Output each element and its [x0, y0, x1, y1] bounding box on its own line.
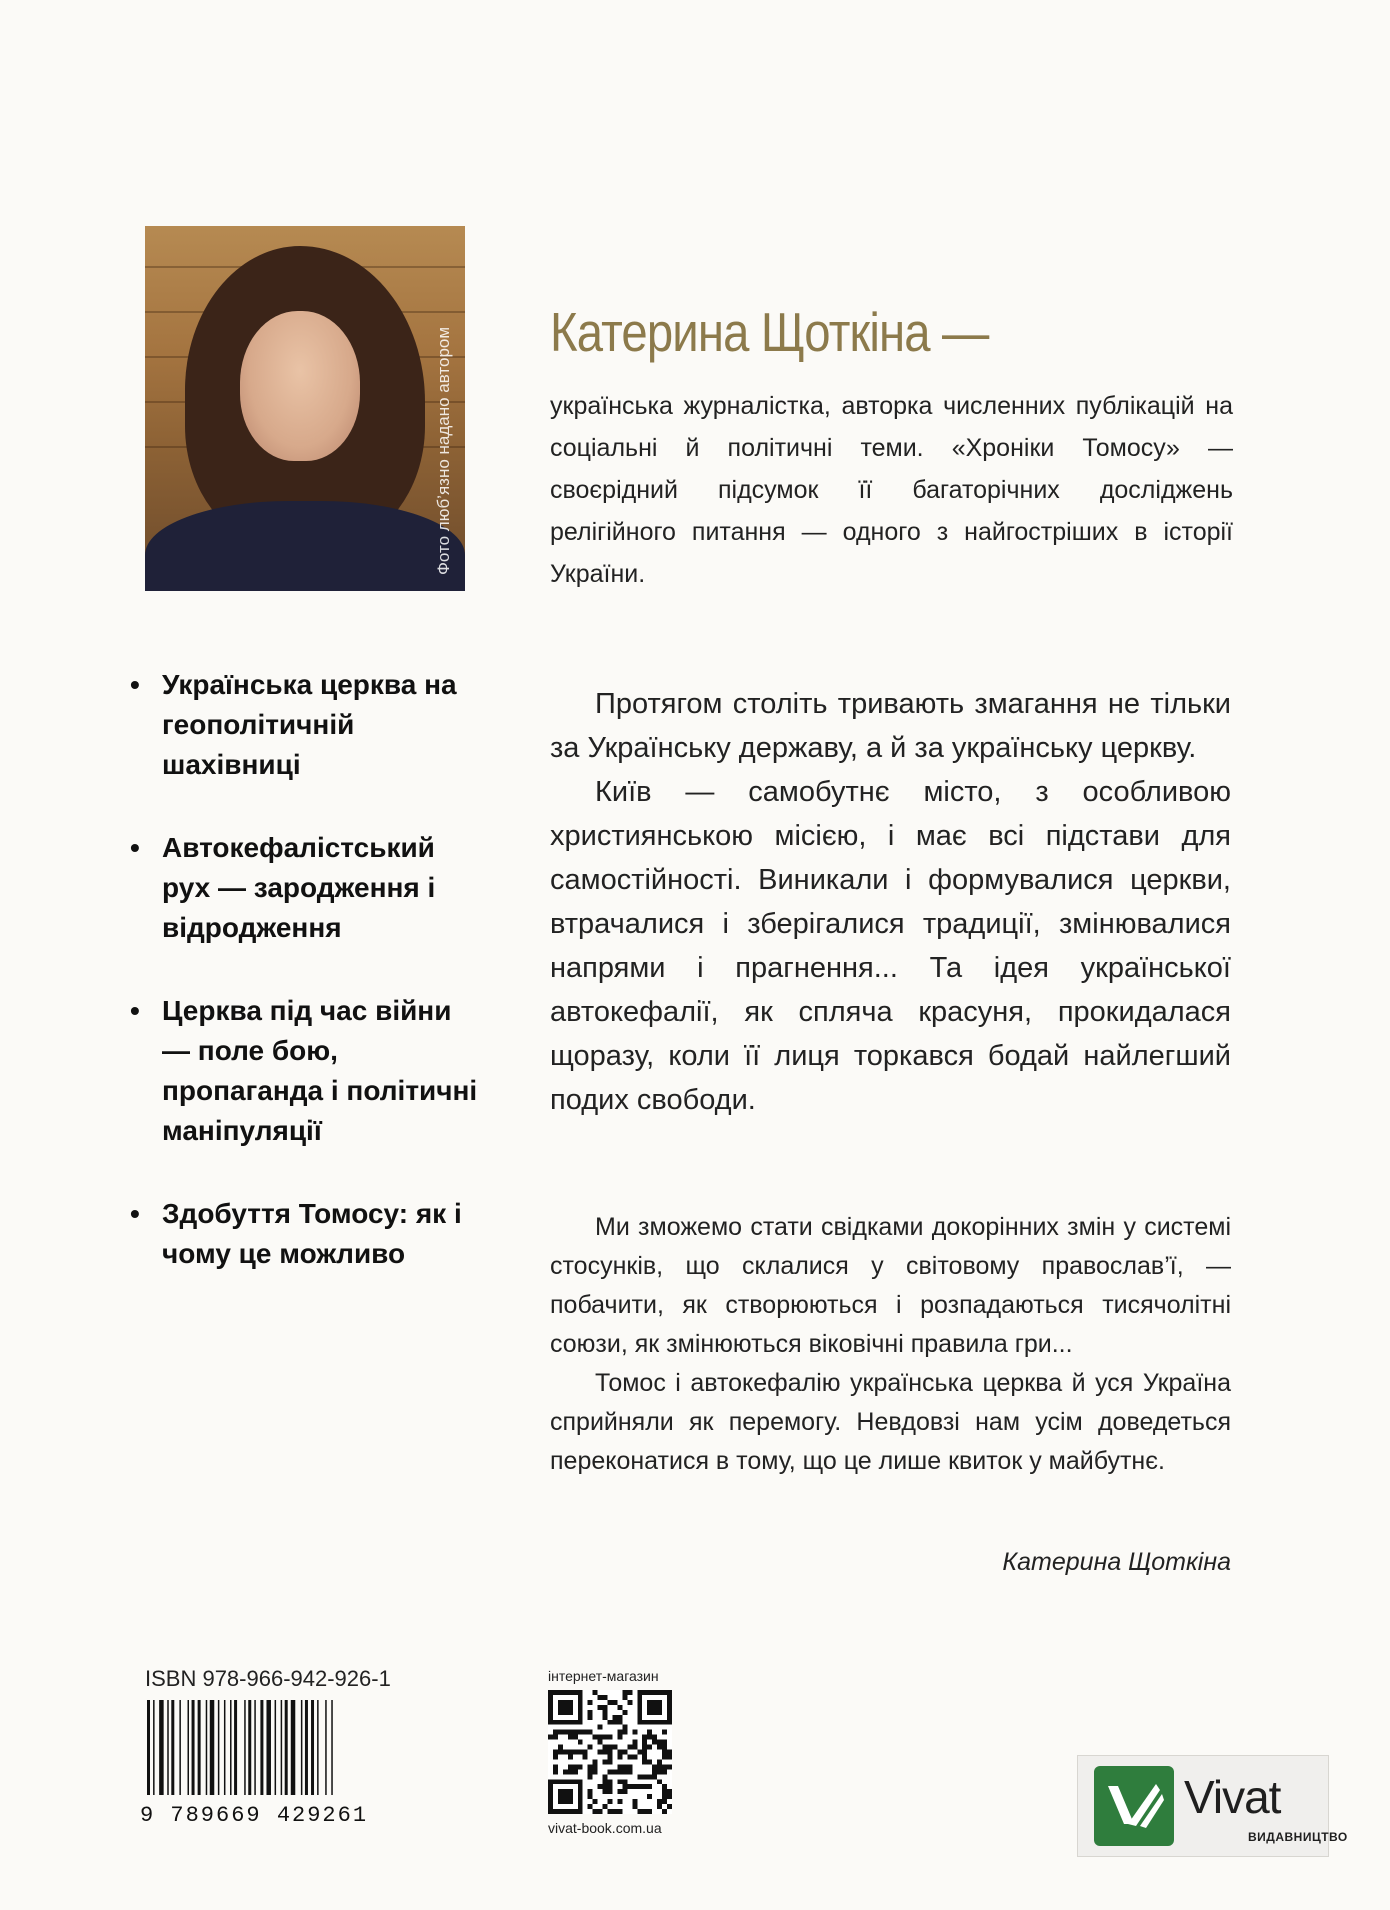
qr-module: [647, 1700, 662, 1715]
qr-module: [603, 1784, 608, 1789]
main-text: [550, 682, 1231, 1122]
qr-module: [662, 1764, 667, 1769]
qr-module: [667, 1804, 672, 1809]
barcode-bar: [234, 1700, 237, 1795]
qr-module: [622, 1690, 627, 1695]
qr-module: [598, 1809, 603, 1814]
qr-module: [642, 1740, 647, 1745]
barcode: [145, 1700, 385, 1795]
barcode-bar: [266, 1700, 271, 1795]
shop-site: vivat-book.com.ua: [548, 1820, 662, 1836]
qr-module: [568, 1750, 573, 1755]
qr-module: [652, 1735, 657, 1740]
qr-module: [593, 1735, 598, 1740]
qr-module: [593, 1799, 598, 1804]
barcode-bar: [325, 1700, 327, 1795]
qr-module: [593, 1690, 598, 1695]
qr-module: [647, 1730, 652, 1735]
qr-module: [568, 1754, 573, 1759]
qr-module: [588, 1710, 593, 1715]
qr-module: [622, 1779, 627, 1784]
qr-module: [608, 1745, 613, 1750]
qr-module: [647, 1745, 652, 1750]
qr-module: [617, 1779, 622, 1784]
barcode-bar: [305, 1700, 308, 1795]
qr-module: [657, 1759, 662, 1764]
barcode-bar: [311, 1700, 314, 1795]
qr-module: [598, 1784, 603, 1789]
qr-module: [662, 1730, 667, 1735]
qr-module: [598, 1750, 603, 1755]
qr-module: [612, 1720, 617, 1725]
qr-module: [578, 1730, 583, 1735]
bullet-text: Автокефалістський рух — зародження і відродження: [162, 832, 436, 943]
qr-module: [563, 1730, 568, 1735]
qr-module: [667, 1789, 672, 1794]
author-bio: українська журналістка, авторка численних публікацій на соціальні й політичні теми. «Хроніки Томосу» — своєрідний підсумок її багаторічних досліджень релігійного питання — одного з найгостріших в історії України.: [550, 392, 1233, 588]
barcode-bar: [159, 1700, 164, 1795]
barcode-bar: [179, 1700, 181, 1795]
barcode-bar: [244, 1700, 246, 1795]
bullet-text: Здобуття Томосу: як і чому це можливо: [162, 1198, 462, 1269]
qr-module: [662, 1809, 667, 1814]
vivat-logo-icon: [1094, 1766, 1174, 1846]
qr-module: [612, 1700, 617, 1705]
qr-module: [598, 1740, 603, 1745]
qr-module: [617, 1789, 622, 1794]
qr-module: [667, 1794, 672, 1799]
bullet-item: [130, 1194, 480, 1274]
qr-module: [662, 1794, 667, 1799]
qr-module: [558, 1789, 573, 1804]
qr-module: [617, 1720, 622, 1725]
qr-module: [573, 1769, 578, 1774]
clothing-shape: [145, 501, 465, 591]
qr-module: [568, 1764, 573, 1769]
publisher-logo: [1077, 1755, 1348, 1857]
qr-module: [657, 1764, 662, 1769]
qr-module: [627, 1769, 632, 1774]
bullet-item: [130, 828, 480, 948]
bullet-item: [130, 665, 480, 785]
qr-module: [573, 1764, 578, 1769]
qr-module: [603, 1779, 608, 1784]
qr-module: [568, 1730, 573, 1735]
qr-module: [622, 1750, 627, 1755]
bullet-text: Українська церква на геополітичній шахівниці: [162, 669, 457, 780]
qr-module: [662, 1750, 667, 1755]
qr-module: [647, 1759, 652, 1764]
qr-module: [642, 1809, 647, 1814]
qr-module: [553, 1769, 558, 1774]
barcode-bar: [198, 1700, 201, 1795]
qr-module: [603, 1774, 608, 1779]
qr-module: [608, 1809, 613, 1814]
qr-module: [593, 1764, 598, 1769]
qr-module: [563, 1769, 568, 1774]
qr-module: [617, 1735, 622, 1740]
qr-module: [647, 1794, 652, 1799]
qr-module: [608, 1789, 613, 1794]
qr-module: [603, 1695, 608, 1700]
qr-module: [608, 1700, 613, 1705]
qr-module: [652, 1769, 657, 1774]
qr-module: [608, 1784, 613, 1789]
qr-code: [548, 1690, 672, 1814]
shop-label: інтернет-магазин: [548, 1668, 659, 1684]
qr-module: [573, 1730, 578, 1735]
ean-digits: 9 789669 429261: [140, 1803, 369, 1828]
qr-module: [548, 1735, 553, 1740]
qr-module: [612, 1809, 617, 1814]
qr-module: [608, 1759, 613, 1764]
qr-module: [627, 1690, 632, 1695]
qr-module: [603, 1804, 608, 1809]
qr-module: [637, 1750, 642, 1755]
qr-module: [617, 1705, 622, 1710]
qr-module: [593, 1759, 598, 1764]
qr-module: [598, 1725, 603, 1730]
author-heading: Катерина Щоткіна —: [550, 301, 989, 363]
qr-module: [588, 1730, 593, 1735]
barcode-bar: [224, 1700, 226, 1795]
bullet-text: Церква під час війни — поле бою, пропаганда і політичні маніпуляції: [162, 995, 478, 1146]
qr-module: [642, 1759, 647, 1764]
barcode-bar: [188, 1700, 190, 1795]
qr-module: [588, 1769, 593, 1774]
barcode-bar: [275, 1700, 277, 1795]
barcode-bar: [218, 1700, 220, 1795]
qr-module: [612, 1769, 617, 1774]
qr-module: [652, 1740, 657, 1745]
qr-module: [603, 1735, 608, 1740]
qr-module: [667, 1764, 672, 1769]
qr-module: [642, 1754, 647, 1759]
bullet-list: [130, 665, 480, 1317]
qr-module: [553, 1735, 558, 1740]
qr-module: [553, 1750, 558, 1755]
qr-module: [637, 1774, 642, 1779]
qr-module: [632, 1754, 637, 1759]
qr-module: [563, 1750, 568, 1755]
qr-module: [642, 1774, 647, 1779]
qr-module: [642, 1750, 647, 1755]
author-photo: [145, 226, 465, 591]
barcode-bar: [147, 1700, 150, 1795]
qr-module: [647, 1774, 652, 1779]
qr-module: [627, 1784, 632, 1789]
qr-module: [662, 1740, 667, 1745]
qr-module: [608, 1750, 613, 1755]
bullet-marker: •: [130, 1198, 140, 1229]
qr-module: [573, 1750, 578, 1755]
qr-module: [583, 1750, 588, 1755]
qr-module: [617, 1769, 622, 1774]
qr-module: [647, 1735, 652, 1740]
qr-module: [588, 1745, 593, 1750]
qr-module: [588, 1774, 593, 1779]
barcode-bar: [285, 1700, 288, 1795]
qr-module: [627, 1754, 632, 1759]
qr-module: [632, 1799, 637, 1804]
quote-text: [550, 1208, 1231, 1481]
qr-module: [662, 1784, 667, 1789]
qr-module: [657, 1799, 662, 1804]
qr-module: [617, 1750, 622, 1755]
qr-module: [617, 1764, 622, 1769]
barcode-bar: [192, 1700, 195, 1795]
barcode-bar: [317, 1700, 319, 1795]
barcode-bar: [254, 1700, 256, 1795]
qr-module: [617, 1754, 622, 1759]
bullet-marker: •: [130, 669, 140, 700]
qr-module: [608, 1754, 613, 1759]
qr-module: [573, 1735, 578, 1740]
qr-module: [622, 1769, 627, 1774]
qr-module: [598, 1705, 603, 1710]
qr-module: [608, 1769, 613, 1774]
qr-module: [553, 1764, 558, 1769]
qr-module: [608, 1799, 613, 1804]
qr-module: [593, 1769, 598, 1774]
qr-module: [632, 1740, 637, 1745]
bullet-marker: •: [130, 995, 140, 1026]
qr-module: [603, 1705, 608, 1710]
qr-module: [553, 1754, 558, 1759]
qr-module: [608, 1735, 613, 1740]
qr-module: [588, 1764, 593, 1769]
qr-module: [608, 1720, 613, 1725]
qr-module: [603, 1710, 608, 1715]
qr-module: [622, 1730, 627, 1735]
qr-module: [553, 1730, 558, 1735]
qr-module: [598, 1695, 603, 1700]
qr-module: [588, 1794, 593, 1799]
barcode-bar: [230, 1700, 232, 1795]
qr-module: [627, 1700, 632, 1705]
qr-module: [558, 1750, 563, 1755]
barcode-bar: [171, 1700, 174, 1795]
qr-module: [657, 1745, 662, 1750]
qr-module: [612, 1745, 617, 1750]
qr-module: [603, 1789, 608, 1794]
photo-credit: Фото люб’язно надано автором: [434, 326, 453, 575]
publisher-name: Vivat: [1184, 1771, 1281, 1823]
qr-module: [617, 1809, 622, 1814]
barcode-bar: [291, 1700, 296, 1795]
qr-module: [657, 1804, 662, 1809]
qr-module: [622, 1764, 627, 1769]
qr-module: [652, 1764, 657, 1769]
qr-module: [622, 1725, 627, 1730]
qr-module: [622, 1695, 627, 1700]
qr-module: [578, 1750, 583, 1755]
qr-module: [662, 1799, 667, 1804]
qr-module: [632, 1745, 637, 1750]
qr-module: [652, 1774, 657, 1779]
qr-module: [667, 1750, 672, 1755]
qr-module: [662, 1769, 667, 1774]
qr-module: [612, 1715, 617, 1720]
barcode-bar: [206, 1700, 208, 1795]
qr-module: [598, 1735, 603, 1740]
qr-module: [583, 1730, 588, 1735]
qr-module: [583, 1754, 588, 1759]
qr-module: [647, 1784, 652, 1789]
barcode-bar: [260, 1700, 263, 1795]
signature: Катерина Щоткіна: [1002, 1548, 1231, 1576]
barcode-bar: [210, 1700, 215, 1795]
qr-module: [588, 1804, 593, 1809]
qr-module: [558, 1745, 563, 1750]
qr-module: [588, 1789, 593, 1794]
qr-module: [627, 1745, 632, 1750]
qr-module: [622, 1710, 627, 1715]
barcode-bar: [301, 1700, 303, 1795]
isbn-label: ISBN 978-966-942-926-1: [145, 1666, 391, 1691]
qr-module: [662, 1754, 667, 1759]
barcode-bar: [331, 1700, 333, 1795]
qr-module: [632, 1784, 637, 1789]
barcode-bar: [248, 1700, 251, 1795]
qr-module: [617, 1799, 622, 1804]
barcode-bar: [281, 1700, 283, 1795]
qr-module: [642, 1745, 647, 1750]
qr-module: [608, 1779, 613, 1784]
qr-module: [588, 1700, 593, 1705]
qr-module: [622, 1784, 627, 1789]
qr-module: [637, 1784, 642, 1789]
main-paragraph-2: Київ — самобутнє місто, з особливою християнською місією, і має всі підстави для самостійності. Виникали і формувалися церкви, втрачалися і зберігалися традиції, змінювалися напрями і прагнення... Та ідея української автокефалії, як спляча красуня, прокидалася щоразу, коли її лиця торкався бодай найлегший подих свободи.: [550, 776, 1231, 1116]
qr-module: [603, 1750, 608, 1755]
qr-module: [603, 1745, 608, 1750]
quote-paragraph-2: Томос і автокефалію українська церква й уся Україна сприйняли як перемогу. Невдовзі нам усім доведеться переконатися в тому, що це лише квиток у майбутнє.: [550, 1369, 1231, 1475]
main-paragraph-1: Протягом століть тривають змагання не тільки за Українську державу, а й за українську церкву.: [550, 688, 1231, 764]
bullet-item: [130, 991, 480, 1151]
qr-module: [593, 1809, 598, 1814]
qr-module: [632, 1804, 637, 1809]
qr-module: [603, 1759, 608, 1764]
publisher-tagline: ВИДАВНИЦТВО: [1248, 1830, 1348, 1844]
qr-module: [632, 1730, 637, 1735]
qr-module: [657, 1740, 662, 1745]
qr-module: [578, 1764, 583, 1769]
face-shape: [240, 311, 360, 461]
qr-module: [662, 1745, 667, 1750]
qr-module: [637, 1809, 642, 1814]
qr-module: [642, 1735, 647, 1740]
barcode-bar: [167, 1700, 169, 1795]
barcode-bar: [153, 1700, 155, 1795]
qr-module: [558, 1700, 573, 1715]
qr-module: [622, 1789, 627, 1794]
qr-module: [642, 1784, 647, 1789]
qr-module: [647, 1809, 652, 1814]
qr-module: [568, 1735, 573, 1740]
qr-module: [558, 1730, 563, 1735]
qr-module: [627, 1764, 632, 1769]
quote-paragraph-1: Ми зможемо стати свідками докорінних змін у системі стосунків, що склалися у світовому православ’ї, — побачити, як створюються і розпадаються тисячолітні союзи, як змінюються віковічні правила гри...: [550, 1213, 1231, 1358]
qr-module: [588, 1715, 593, 1720]
qr-module: [568, 1769, 573, 1774]
bullet-marker: •: [130, 832, 140, 863]
qr-module: [578, 1740, 583, 1745]
qr-module: [662, 1789, 667, 1794]
qr-module: [617, 1730, 622, 1735]
qr-module: [617, 1715, 622, 1720]
qr-module: [667, 1754, 672, 1759]
qr-module: [657, 1769, 662, 1774]
qr-module: [603, 1715, 608, 1720]
qr-module: [657, 1779, 662, 1784]
